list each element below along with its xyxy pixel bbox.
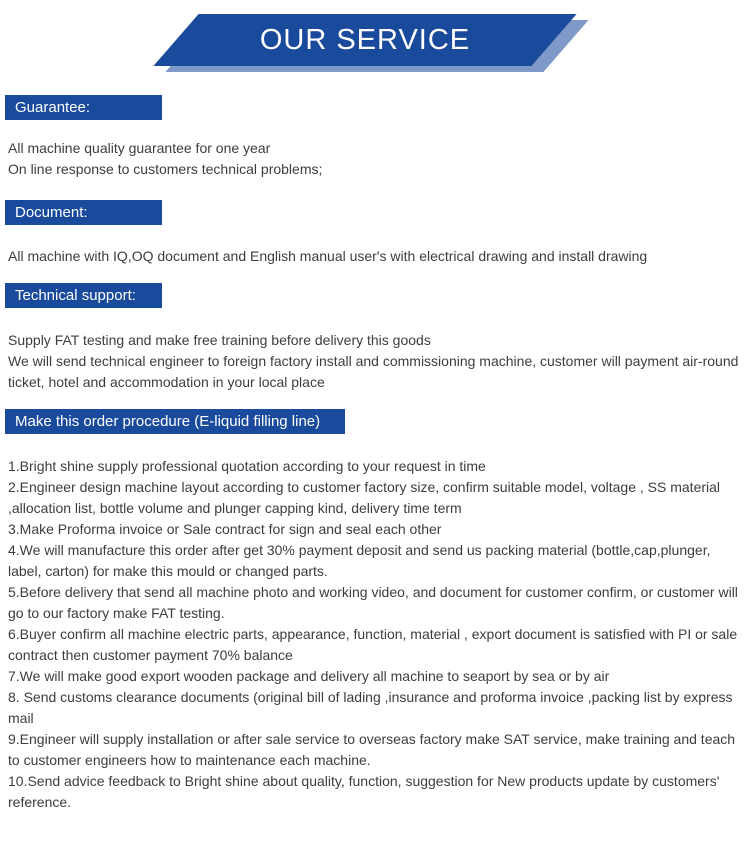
- procedure-step: 1.Bright shine supply professional quotation according to your request in time: [8, 458, 486, 474]
- section-body-order-procedure: [0, 456, 750, 813]
- section-body-technical-support: [0, 330, 750, 393]
- paragraph: We will send technical engineer to foreign factory install and commissioning machine, customer will payment air-round ticket, hotel and accommodation in your local place: [8, 353, 739, 390]
- paragraph: All machine with IQ,OQ document and English manual user's with electrical drawing and install drawing: [8, 248, 648, 264]
- section-heading-guarantee: Guarantee:: [5, 95, 162, 120]
- procedure-step: 9.Engineer will supply installation or after sale service to overseas factory make SAT service, make training and teach to customer engineers how to maintenance each machine.: [8, 731, 736, 768]
- procedure-step: 7.We will make good export wooden package and delivery all machine to seaport by sea or by air: [8, 668, 610, 684]
- our-service-banner: [0, 0, 750, 80]
- procedure-step: 4.We will manufacture this order after get 30% payment deposit and send us packing material (bottle,cap,plunger, label, carton) for make this mould or changed parts.: [8, 542, 711, 579]
- paragraph: Supply FAT testing and make free training before delivery this goods: [8, 332, 431, 348]
- procedure-step: 5.Before delivery that send all machine photo and working video, and document for customer confirm, or customer will go to our factory make FAT testing.: [8, 584, 738, 621]
- procedure-step: 10.Send advice feedback to Bright shine about quality, function, suggestion for New products update by customers' reference.: [8, 773, 720, 810]
- section-body-document: [0, 246, 750, 267]
- section-heading-order-procedure: Make this order procedure (E-liquid filling line): [5, 409, 345, 434]
- section-document: [0, 200, 750, 267]
- page-title: OUR SERVICE: [259, 23, 471, 56]
- section-heading-technical-support: Technical support:: [5, 283, 162, 308]
- procedure-step: 2.Engineer design machine layout according to customer factory size, confirm suitable model, voltage , SS material ,allocation list, bottle volume and plunger capping kind, delivery time term: [8, 479, 721, 516]
- section-heading-document: Document:: [5, 200, 162, 225]
- procedure-step: 3.Make Proforma invoice or Sale contract for sign and seal each other: [8, 521, 442, 537]
- procedure-step: 8. Send customs clearance documents (original bill of lading ,insurance and proforma invoice ,packing list by express mail: [8, 689, 733, 726]
- section-body-guarantee: [0, 138, 750, 180]
- section-order-procedure: [0, 409, 750, 813]
- paragraph: All machine quality guarantee for one year: [8, 140, 271, 156]
- paragraph: On line response to customers technical problems;: [8, 161, 323, 177]
- section-technical-support: [0, 283, 750, 393]
- section-guarantee: [0, 95, 750, 180]
- procedure-step: 6.Buyer confirm all machine electric parts, appearance, function, material , export document is satisfied with PI or sale contract then customer payment 70% balance: [8, 626, 738, 663]
